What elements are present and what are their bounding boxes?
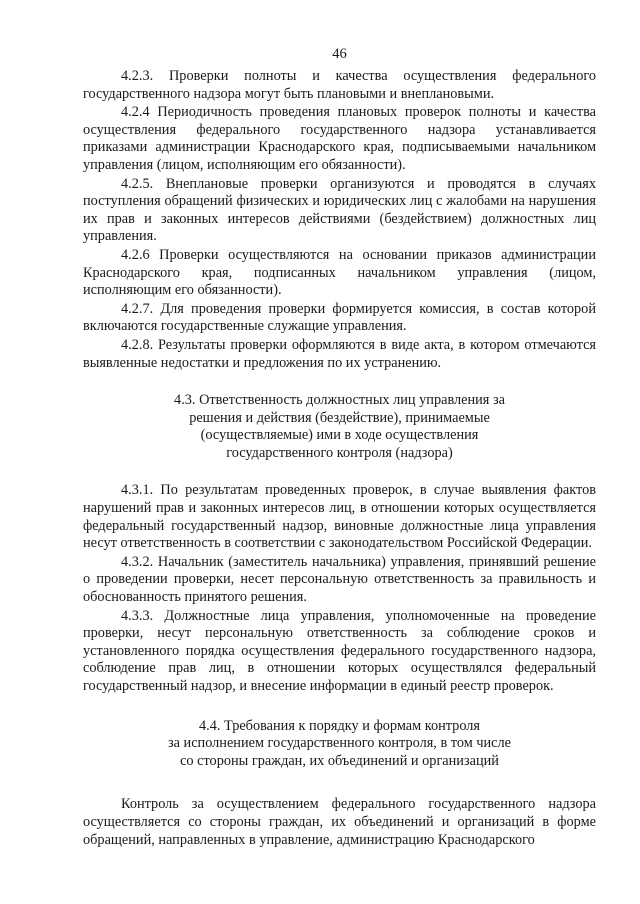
section-4-3-paragraphs — [83, 482, 596, 695]
heading-4-3-line: решения и действия (бездействие), принимаемые — [189, 409, 490, 426]
paragraph-4-3-2: 4.3.2. Начальник (заместитель начальника) управления, принявший решение о проведении проверки, несет персональную ответственность за правильность и обоснованность принятого решения. — [83, 553, 596, 606]
heading-4-3-line: государственного контроля (надзора) — [226, 444, 453, 461]
paragraph-4-2-7: 4.2.7. Для проведения проверки формируется комиссия, в состав которой включаются государственные служащие управления. — [83, 300, 596, 335]
document-page — [83, 44, 596, 884]
page-number: 46 — [332, 46, 347, 62]
heading-4-3-line: (осуществляемые) ими в ходе осуществления — [200, 427, 479, 444]
heading-4-4-line: за исполнением государственного контроля, в том числе — [167, 735, 511, 752]
paragraph-4-4-intro: Контроль за осуществлением федерального государственного надзора осуществляется со стороны граждан, их объединений и организаций в форме обращений, направленных в управление, администрацию Краснодарского — [83, 796, 596, 848]
paragraph-4-2-4: 4.2.4 Периодичность проведения плановых проверок полноты и качества осуществления федерального государственного надзора устанавливается приказами администрации Краснодарского края, подписываемыми начальником управления (лицом, исполняющим его обязанности). — [83, 104, 596, 173]
section-4-4-paragraphs — [83, 796, 596, 849]
paragraph-4-2-8: 4.2.8. Результаты проверки оформляются в виде акта, в котором отмечаются выявленные недостатки и предложения по их устранению. — [83, 336, 596, 371]
section-heading-4-4 — [143, 718, 536, 771]
heading-4-4-line: со стороны граждан, их объединений и организаций — [180, 752, 499, 769]
section-4-2-paragraphs — [83, 68, 596, 372]
section-heading-4-3 — [143, 392, 536, 462]
heading-4-4-line: 4.4. Требования к порядку и формам контроля — [198, 717, 480, 734]
heading-4-3-line: 4.3. Ответственность должностных лиц управления за — [174, 392, 505, 409]
paragraph-4-3-1: 4.3.1. По результатам проведенных проверок, в случае выявления фактов нарушений прав и законных интересов лиц, в отношении которых осуществляется федеральный государственный надзор, виновные должностные лица управления несут ответственность в соответствии с законодательством Российской Федерации. — [83, 482, 596, 552]
paragraph-4-2-3: 4.2.3. Проверки полноты и качества осуществления федерального государственного надзора могут быть плановыми и внеплановыми. — [83, 68, 596, 102]
paragraph-4-2-5: 4.2.5. Внеплановые проверки организуются и проводятся в случаях поступления обращений физических и юридических лиц с жалобами на нарушения их прав и законных интересов действиями (бездействием) должностных лиц управления. — [83, 175, 596, 245]
paragraph-4-2-6: 4.2.6 Проверки осуществляются на основании приказов администрации Краснодарского края, подписанных начальником управления (лицом, исполняющим его обязанности). — [83, 246, 596, 299]
paragraph-4-3-3: 4.3.3. Должностные лица управления, уполномоченные на проведение проверки, несут персональную ответственность за соблюдение сроков и установленного порядка осуществления федерального государственного надзора, соблюдение прав лиц, в отношении которых осуществлялся федеральный государственный надзор, и внесение информации в единый реестр проверок. — [83, 607, 596, 694]
